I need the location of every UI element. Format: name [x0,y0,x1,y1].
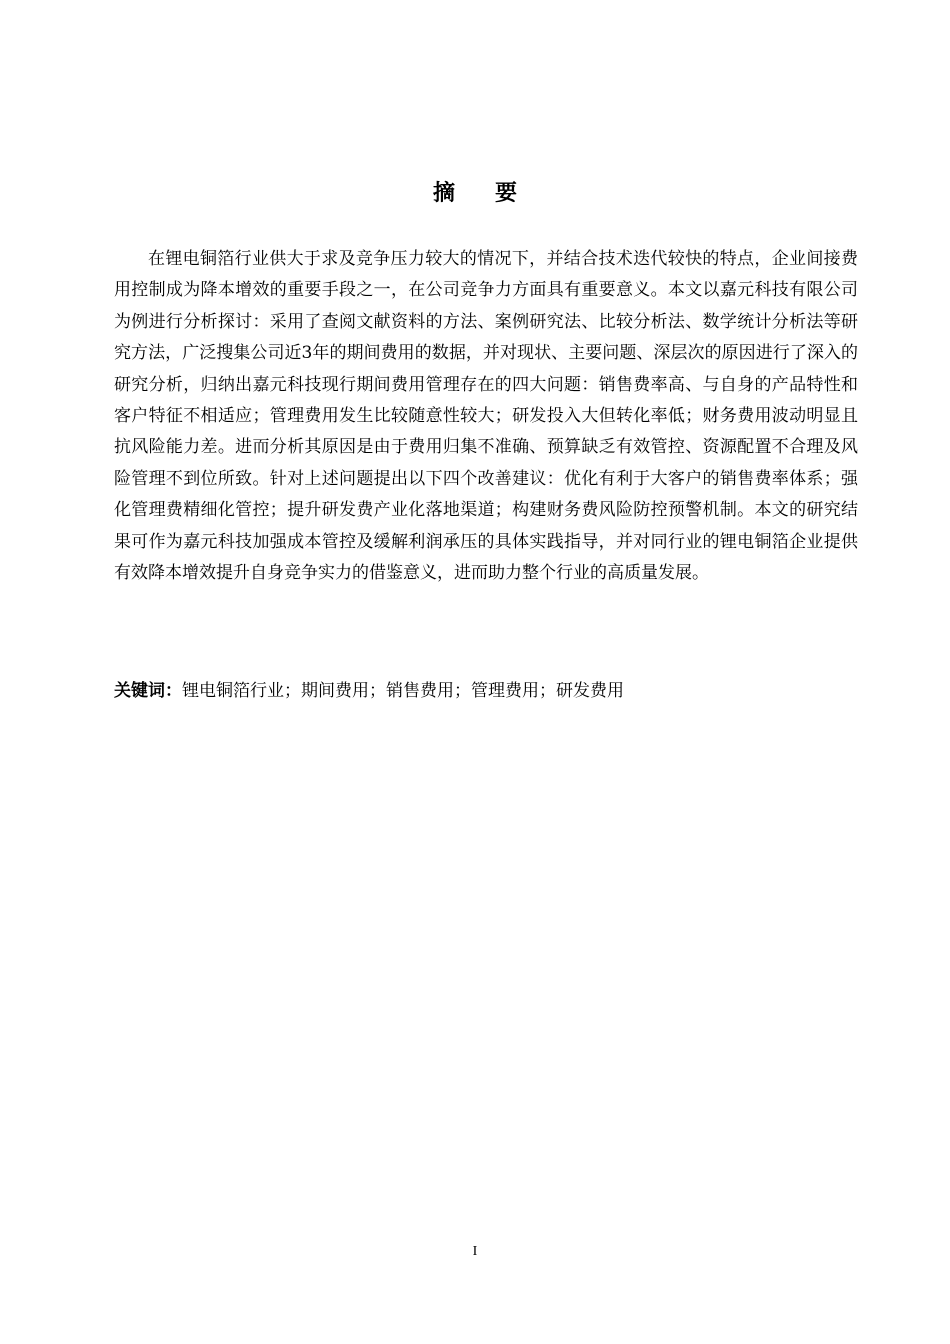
abstract-paragraph: 在锂电铜箔行业供大于求及竞争压力较大的情况下，并结合技术迭代较快的特点，企业间接费用控制成为降本增效的重要手段之一，在公司竞争力方面具有重要意义。本文以嘉元科技有限公司为例进行分析探讨：采用了查阅文献资料的方法、案例研究法、比较分析法、数学统计分析法等研究方法，广泛搜集公司近3年的期间费用的数据，并对现状、主要问题、深层次的原因进行了深入的研究分析，归纳出嘉元科技现行期间费用管理存在的四大问题：销售费率高、与自身的产品特性和客户特征不相适应；管理费用发生比较随意性较大；研发投入大但转化率低；财务费用波动明显且抗风险能力差。进而分析其原因是由于费用归集不准确、预算缺乏有效管控、资源配置不合理及风险管理不到位所致。针对上述问题提出以下四个改善建议：优化有利于大客户的销售费率体系；强化管理费精细化管控；提升研发费产业化落地渠道；构建财务费风险防控预警机制。本文的研究结果可作为嘉元科技加强成本管控及缓解利润承压的具体实践指导，并对同行业的锂电铜箔企业提供有效降本增效提升自身竞争实力的借鉴意义，进而助力整个行业的高质量发展。 [114,249,858,584]
keywords-text: 锂电铜箔行业；期间费用；销售费用；管理费用；研发费用 [182,681,624,701]
keywords-label: 关键词： [114,681,182,701]
page-title: 摘要 [432,181,557,206]
keywords-line [114,676,858,707]
page-number: I [472,1244,478,1259]
